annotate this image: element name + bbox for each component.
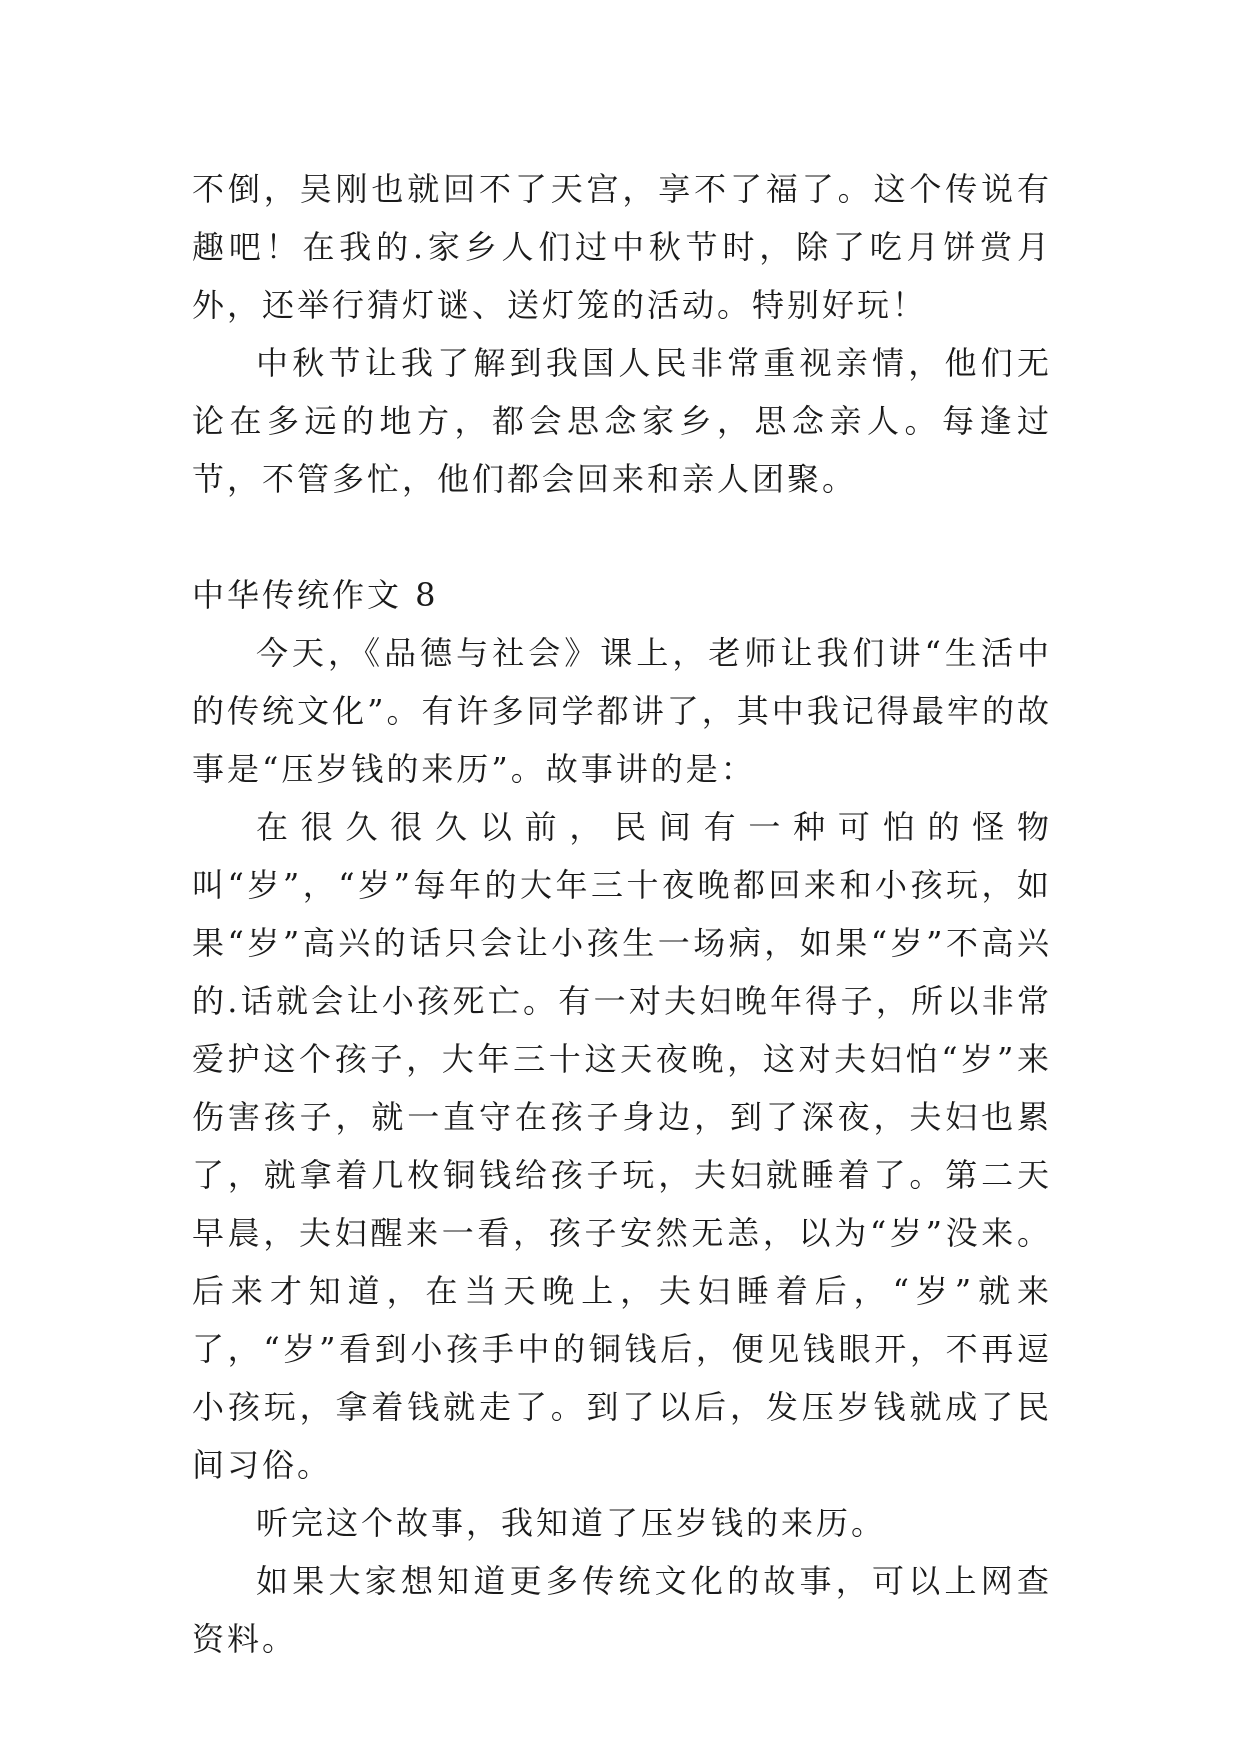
paragraph-sui-story: 在很久很久以前，民间有一种可怕的怪物叫“岁”，“岁”每年的大年三十夜晚都回来和小孩玩，如果“岁”高兴的话只会让小孩生一场病，如果“岁”不高兴的.话就会让小孩死亡。有一对夫妇晚年得子，所以非常爱护这个孩子，大年三十这天夜晚，这对夫妇怕“岁”来伤害孩子，就一直守在孩子身边，到了深夜，夫妇也累了，就拿着几枚铜钱给孩子玩，夫妇就睡着了。第二天早晨，夫妇醒来一看，孩子安然无恙，以为“岁”没来。后来才知道，在当天晚上，夫妇睡着后，“岁”就来了，“岁”看到小孩手中的铜钱后，便见钱眼开，不再逗小孩玩，拿着钱就走了。到了以后，发压岁钱就成了民间习俗。 xyxy=(192,808,1052,1484)
section-title: 中华传统作文 8 xyxy=(192,576,439,614)
paragraph-closing: 如果大家想知道更多传统文化的故事，可以上网查资料。 xyxy=(192,1562,1052,1658)
document-body xyxy=(192,160,1052,1668)
paragraph-conclusion: 听完这个故事，我知道了压岁钱的来历。 xyxy=(256,1504,887,1542)
section-spacer xyxy=(192,508,1052,566)
paragraph-legend-ending: 不倒，吴刚也就回不了天宫，享不了福了。这个传说有趣吧！在我的.家乡人们过中秋节时，除了吃月饼赏月外，还举行猜灯谜、送灯笼的活动。特别好玩！ xyxy=(192,170,1052,324)
paragraph-class-intro: 今天，《品德与社会》课上，老师让我们讲“生活中的传统文化”。有许多同学都讲了，其中我记得最牢的故事是“压岁钱的来历”。故事讲的是： xyxy=(192,634,1052,788)
paragraph-family-reunion: 中秋节让我了解到我国人民非常重视亲情，他们无论在多远的地方，都会思念家乡，思念亲人。每逢过节，不管多忙，他们都会回来和亲人团聚。 xyxy=(192,344,1052,498)
